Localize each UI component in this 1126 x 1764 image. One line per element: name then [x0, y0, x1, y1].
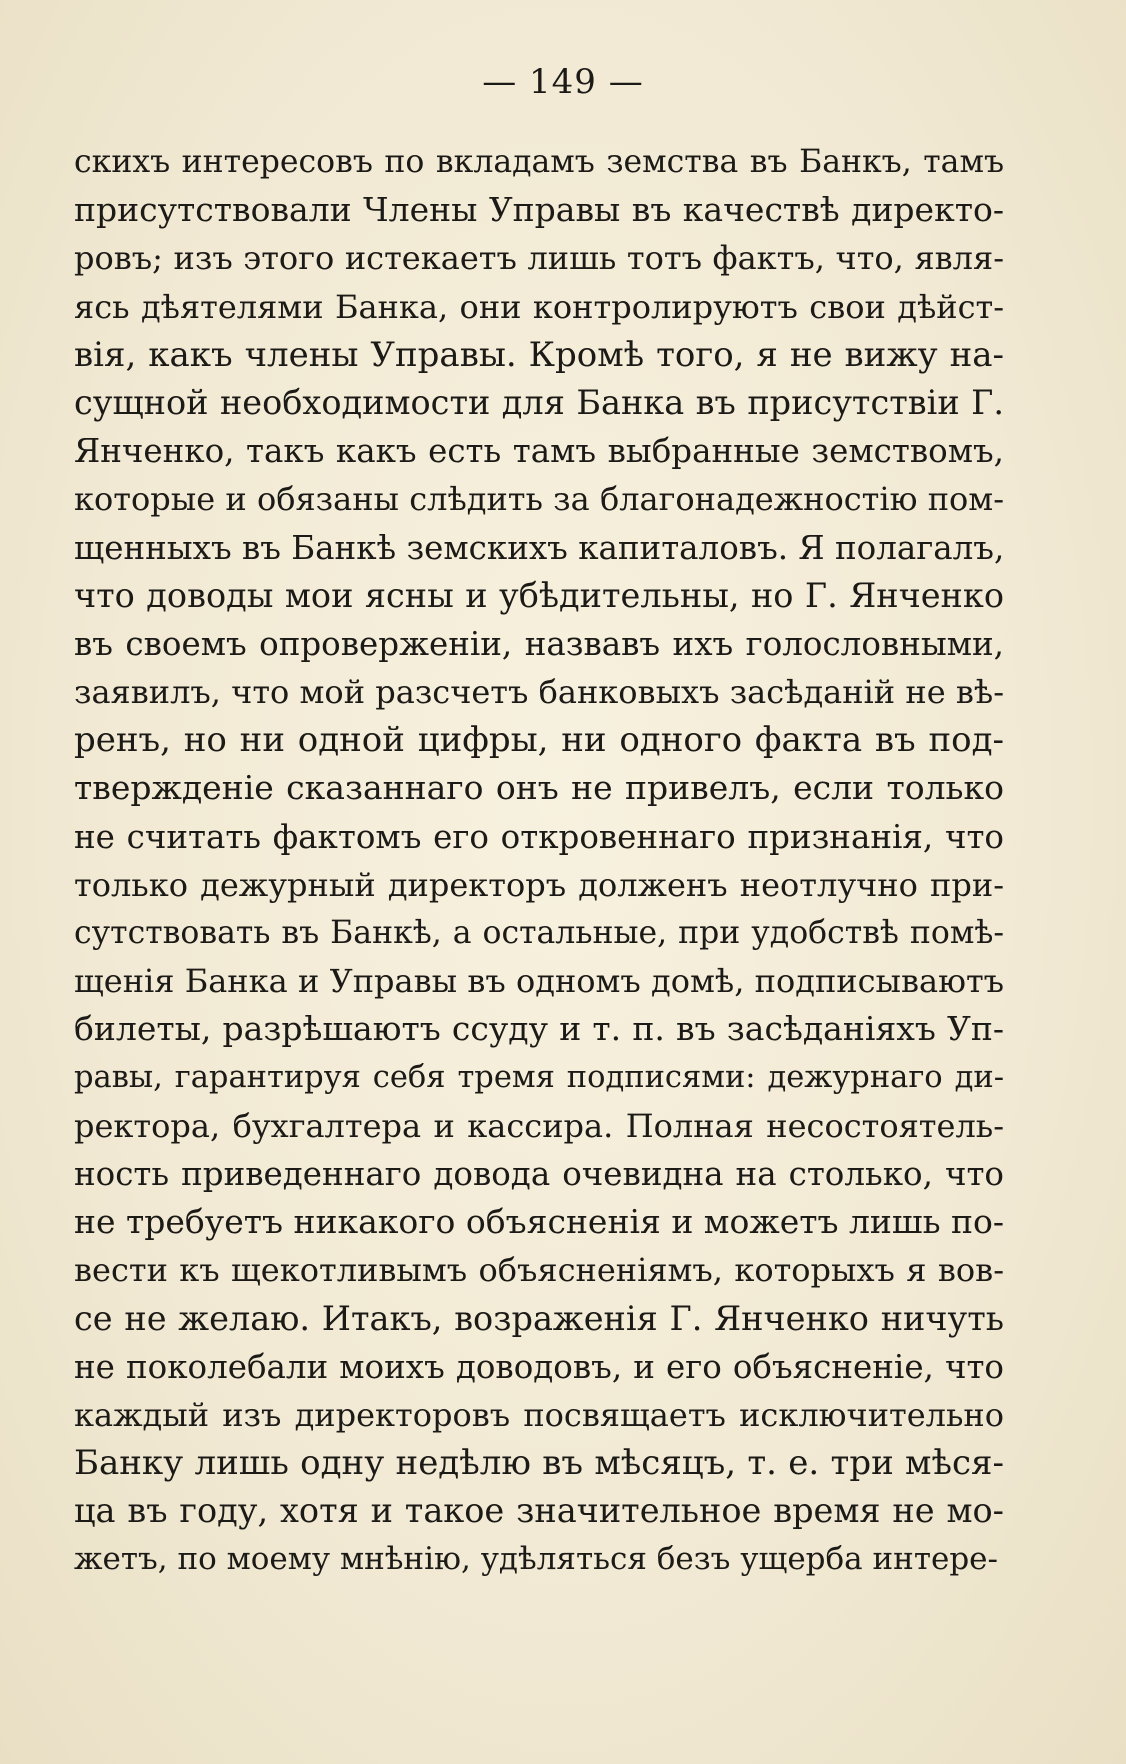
text-line: присутствовали Члены Управы въ качествѣ директо-	[74, 190, 1004, 230]
text-line: жетъ, по моему мнѣнію, удѣляться безъ ущерба интере-	[74, 1541, 998, 1578]
text-line: твержденіе сказаннаго онъ не привелъ, если только	[74, 768, 1004, 808]
text-line: не поколебали моихъ доводовъ, и его объясненіе, что	[74, 1347, 1004, 1386]
text-line: что доводы мои ясны и убѣдительны, но Г. Янченко	[74, 575, 1004, 615]
text-line: не требуетъ никакого объясненія и можетъ лишь по-	[74, 1202, 1004, 1242]
text-line: сущной необходимости для Банка въ присутствіи Г.	[74, 382, 1004, 422]
text-line: ясь дѣятелями Банка, они контролируютъ свои дѣйст-	[74, 287, 1004, 326]
body-text	[74, 138, 1004, 1584]
text-line: щенія Банка и Управы въ одномъ домѣ, подписываютъ	[74, 962, 1004, 1001]
text-line: ца въ году, хотя и такое значительное время не мо-	[74, 1491, 1004, 1531]
text-line: каждый изъ директоровъ посвящаетъ исключительно	[74, 1395, 1004, 1434]
text-line: вести къ щекотливымъ объясненіямъ, которыхъ я вов-	[74, 1251, 1004, 1290]
text-line: ренъ, но ни одной цифры, ни одного факта въ под-	[74, 720, 1004, 761]
text-line: вія, какъ члены Управы. Кромѣ того, я не вижу на-	[74, 334, 1004, 375]
text-line: равы, гарантируя себя тремя подписями: дежурнаго ди-	[74, 1059, 1004, 1095]
text-line: ректора, бухгалтера и кассира. Полная несостоятель-	[74, 1106, 1004, 1145]
text-line: Янченко, такъ какъ есть тамъ выбранные земствомъ,	[74, 432, 1004, 471]
text-line: ность приведеннаго довода очевидна на столько, что	[74, 1154, 1004, 1193]
text-line: ровъ; изъ этого истекаетъ лишь тотъ фактъ, что, явля-	[74, 239, 1004, 278]
text-line: щенныхъ въ Банкѣ земскихъ капиталовъ. Я полагалъ,	[74, 528, 1004, 567]
text-line: сутствовать въ Банкѣ, а остальные, при удобствѣ помѣ-	[74, 915, 1004, 951]
text-line: Банку лишь одну недѣлю въ мѣсяцъ, т. е. три мѣся-	[74, 1443, 1004, 1484]
text-line: которые и обязаны слѣдить за благонадежностію пом-	[74, 480, 1004, 519]
text-line: не считать фактомъ его откровеннаго признанія, что	[74, 817, 1004, 856]
text-line: только дежурный директоръ долженъ неотлучно при-	[74, 865, 1004, 904]
text-line: скихъ интересовъ по вкладамъ земства въ Банкъ, тамъ	[74, 144, 1004, 180]
text-line: билеты, разрѣшаютъ ссуду и т. п. въ засѣданіяхъ Уп-	[74, 1009, 1004, 1049]
page-number: — 149 —	[482, 62, 644, 102]
text-line: се не желаю. Итакъ, возраженія Г. Янченко ничуть	[74, 1298, 1004, 1338]
text-line: въ своемъ опроверженіи, назвавъ ихъ голословными,	[74, 624, 1004, 663]
text-line: заявилъ, что мой разсчетъ банковыхъ засѣданій не вѣ-	[74, 673, 1004, 712]
